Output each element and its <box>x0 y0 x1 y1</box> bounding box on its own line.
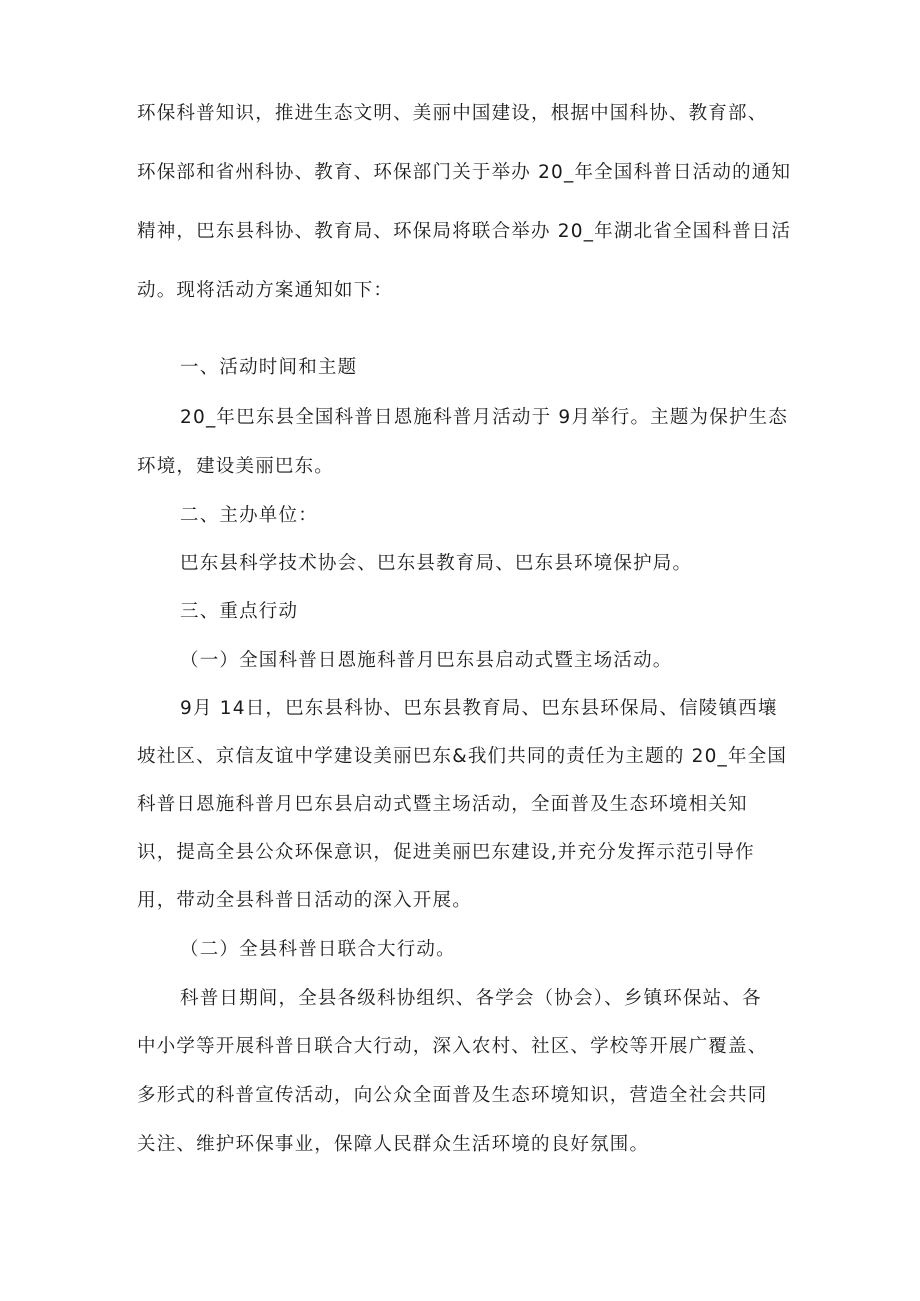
subsection-2-body-line-1: 科普日期间，全县各级科协组织、各学会（协会）、乡镇环保站、各 <box>180 988 762 1009</box>
subsection-1-heading: （一）全国科普日恩施科普月巴东县启动式暨主场活动。 <box>180 650 673 671</box>
subsection-2-heading: （二）全县科普日联合大行动。 <box>180 939 456 960</box>
subsection-1-body-line-4: 识，提高全县公众环保意识，促进美丽巴东建设,并充分发挥示范引导作 <box>137 842 755 863</box>
intro-line-2: 环保部和省州科协、教育、环保部门关于举办 20_年全国科普日活动的通知 <box>137 162 792 183</box>
section-3-heading: 三、重点行动 <box>180 601 299 622</box>
subsection-2-body-line-2: 中小学等开展科普日联合大行动，深入农村、社区、学校等开展广覆盖、 <box>137 1036 768 1057</box>
section-1-body-line-2: 环境，建设美丽巴东。 <box>137 456 335 477</box>
subsection-1-body-line-1: 9月 14日，巴东县科协、巴东县教育局、巴东县环保局、信陵镇西壤 <box>180 698 778 719</box>
section-1-body-line-1: 20_年巴东县全国科普日恩施科普月活动于 9月举行。主题为保护生态 <box>180 407 789 428</box>
subsection-2-body-line-4: 关注、维护环保事业，保障人民群众生活环境的良好氛围。 <box>137 1134 650 1155</box>
intro-line-4: 动。现将活动方案通知如下： <box>137 280 394 301</box>
intro-line-1: 环保科普知识，推进生态文明、美丽中国建设，根据中国科协、教育部、 <box>137 103 768 124</box>
intro-line-3: 精神，巴东县科协、教育局、环保局将联合举办 20_年湖北省全国科普日活 <box>137 221 792 242</box>
section-2-body: 巴东县科学技术协会、巴东县教育局、巴东县环境保护局。 <box>180 553 693 574</box>
subsection-1-body-line-3: 科普日恩施科普月巴东县启动式暨主场活动，全面普及生态环境相关知 <box>137 794 748 815</box>
subsection-1-body-line-2: 坡社区、京信友谊中学建设美丽巴东&我们共同的责任为主题的 20_年全国 <box>137 746 788 767</box>
subsection-1-body-line-5: 用，带动全县科普日活动的深入开展。 <box>137 890 472 911</box>
subsection-2-body-line-3: 多形式的科普宣传活动，向公众全面普及生态环境知识，营造全社会共同 <box>137 1085 768 1106</box>
section-1-heading: 一、活动时间和主题 <box>180 357 358 378</box>
section-2-heading: 二、主办单位： <box>180 505 318 526</box>
